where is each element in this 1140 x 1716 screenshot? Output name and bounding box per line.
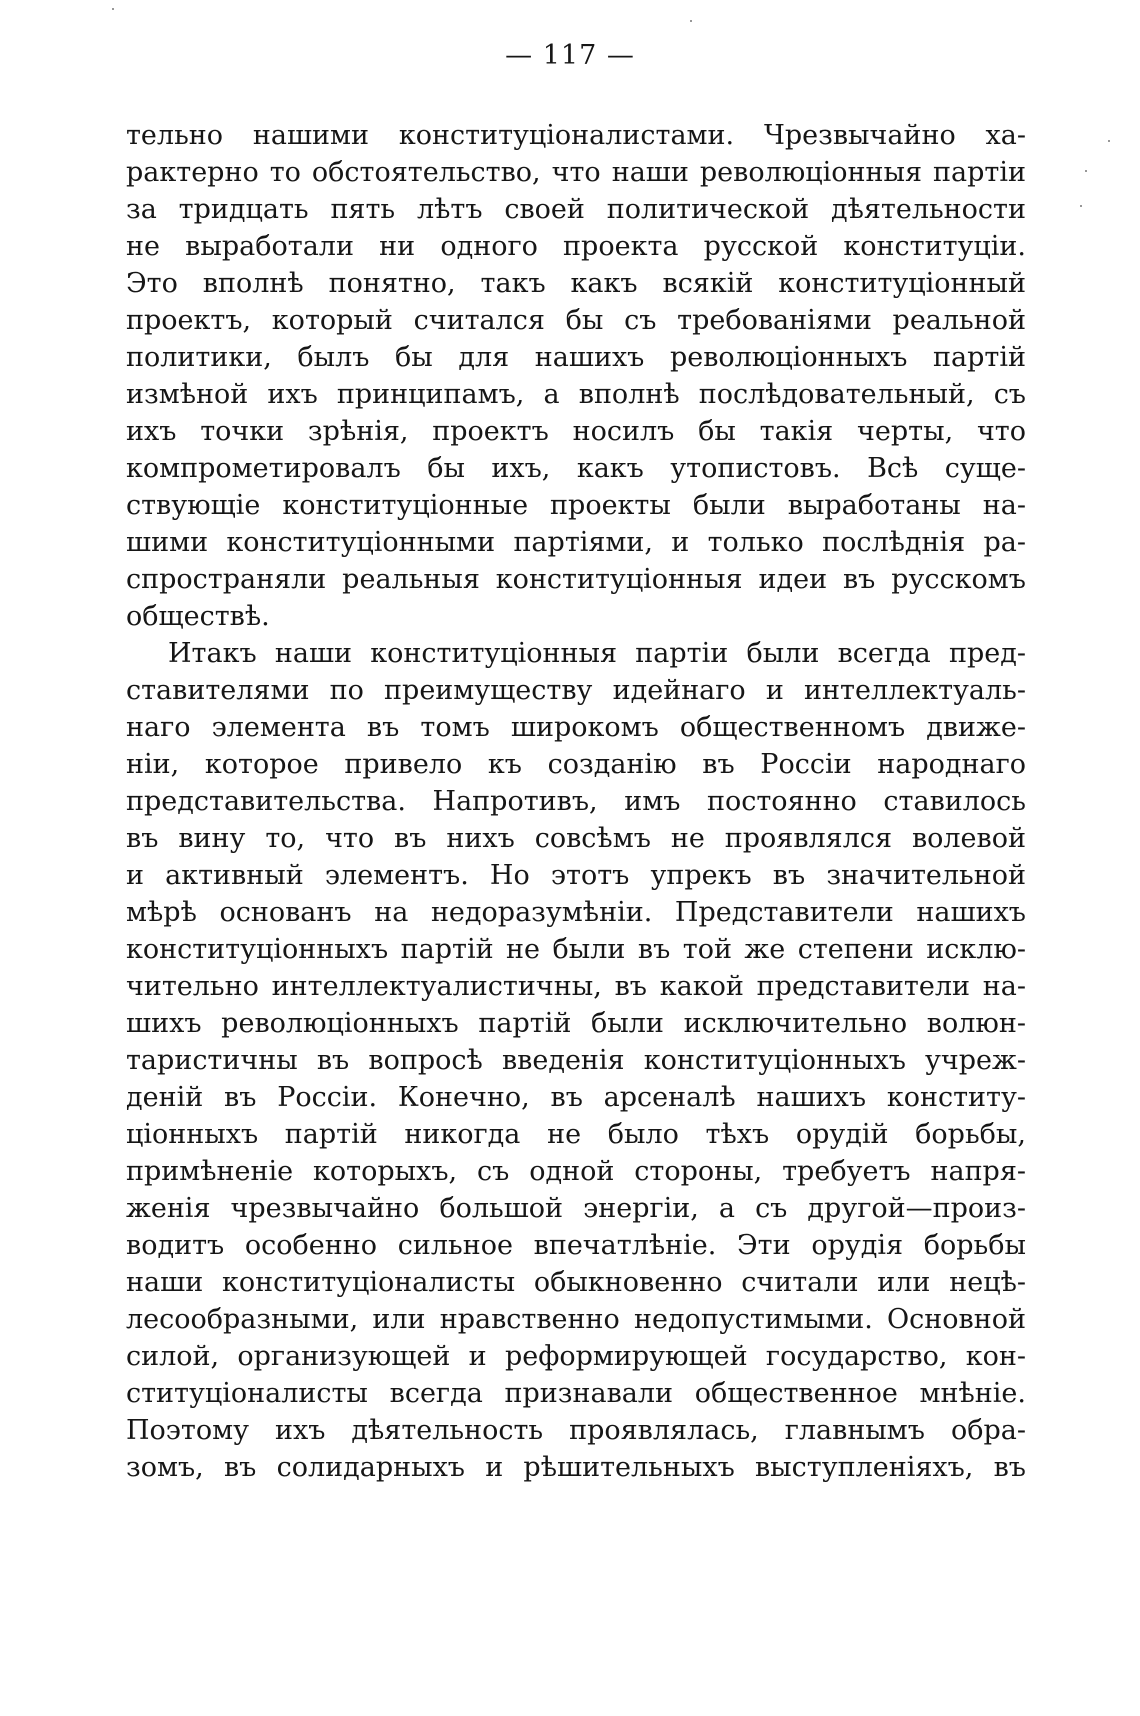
text-line: наго элемента въ томъ широкомъ общественномъ движе- bbox=[126, 712, 1026, 743]
text-line: наши конституціоналисты обыкновенно считали или нецѣ- bbox=[126, 1267, 1026, 1298]
scan-speck bbox=[112, 8, 114, 10]
scan-speck bbox=[1108, 140, 1110, 142]
text-line: деній въ Россіи. Конечно, въ арсеналѣ нашихъ конститу- bbox=[126, 1082, 1026, 1113]
text-line: въ вину то, что въ нихъ совсѣмъ не проявлялся волевой bbox=[126, 823, 1026, 854]
text-line: зомъ, въ солидарныхъ и рѣшительныхъ выступленіяхъ, въ bbox=[126, 1452, 1026, 1483]
text-line: и активный элементъ. Но этотъ упрекъ въ значительной bbox=[126, 860, 1026, 891]
text-line: лесообразными, или нравственно недопустимыми. Основной bbox=[126, 1304, 1026, 1335]
text-line: компрометировалъ бы ихъ, какъ утопистовъ. Всѣ суще- bbox=[126, 453, 1026, 484]
text-line: Итакъ наши конституціонныя партіи были всегда пред- bbox=[168, 638, 1026, 669]
text-line: рактерно то обстоятельство, что наши революціонныя партіи bbox=[126, 157, 1026, 188]
text-line: за тридцать пять лѣтъ своей политической дѣятельности bbox=[126, 194, 1026, 225]
text-line: спространяли реальныя конституціонныя идеи въ русскомъ bbox=[126, 564, 1026, 595]
text-line: Поэтому ихъ дѣятельность проявлялась, главнымъ обра- bbox=[126, 1415, 1026, 1446]
text-line: чительно интеллектуалистичны, въ какой представители на- bbox=[126, 971, 1026, 1002]
text-line: ихъ точки зрѣнія, проектъ носилъ бы такія черты, что bbox=[126, 416, 1026, 447]
paragraph-1 bbox=[126, 117, 1026, 635]
page-number: — 117 — bbox=[505, 40, 635, 71]
text-line: обществѣ. bbox=[126, 601, 270, 632]
scan-speck bbox=[1085, 170, 1087, 172]
text-line: водитъ особенно сильное впечатлѣніе. Эти орудія борьбы bbox=[126, 1230, 1026, 1261]
text-line: конституціонныхъ партій не были въ той же степени исклю- bbox=[126, 934, 1026, 965]
text-line: представительства. Напротивъ, имъ постоянно ставилось bbox=[126, 786, 1026, 817]
text-line: шими конституціонными партіями, и только послѣднія ра- bbox=[126, 527, 1026, 558]
text-line: не выработали ни одного проекта русской конституціи. bbox=[126, 231, 1026, 262]
paragraph-2 bbox=[126, 635, 1026, 1486]
text-line: ставителями по преимуществу идейнаго и интеллектуаль- bbox=[126, 675, 1026, 706]
text-line: мѣрѣ основанъ на недоразумѣніи. Представители нашихъ bbox=[126, 897, 1026, 928]
text-line: проектъ, который считался бы съ требованіями реальной bbox=[126, 305, 1026, 336]
text-line: силой, организующей и реформирующей государство, кон- bbox=[126, 1341, 1026, 1372]
text-line: ніи, которое привело къ созданію въ Россіи народнаго bbox=[126, 749, 1026, 780]
text-line: шихъ революціонныхъ партій были исключительно волюн- bbox=[126, 1008, 1026, 1039]
text-line: примѣненіе которыхъ, съ одной стороны, требуетъ напря- bbox=[126, 1156, 1026, 1187]
scan-speck bbox=[1080, 205, 1082, 207]
text-line: политики, былъ бы для нашихъ революціонныхъ партій bbox=[126, 342, 1026, 373]
text-line: Это вполнѣ понятно, такъ какъ всякій конституціонный bbox=[126, 268, 1026, 299]
text-line: женія чрезвычайно большой энергіи, а съ другой—произ- bbox=[126, 1193, 1026, 1224]
text-line: тельно нашими конституціоналистами. Чрезвычайно ха- bbox=[126, 120, 1026, 151]
text-body bbox=[126, 117, 1026, 1486]
text-line: ствующіе конституціонные проекты были выработаны на- bbox=[126, 490, 1026, 521]
text-line: измѣной ихъ принципамъ, а вполнѣ послѣдовательный, съ bbox=[126, 379, 1026, 410]
text-line: ціонныхъ партій никогда не было тѣхъ орудій борьбы, bbox=[126, 1119, 1026, 1150]
scan-speck bbox=[690, 20, 692, 22]
text-line: таристичны въ вопросѣ введенія конституціонныхъ учреж- bbox=[126, 1045, 1026, 1076]
text-line: ституціоналисты всегда признавали общественное мнѣніе. bbox=[126, 1378, 1026, 1409]
